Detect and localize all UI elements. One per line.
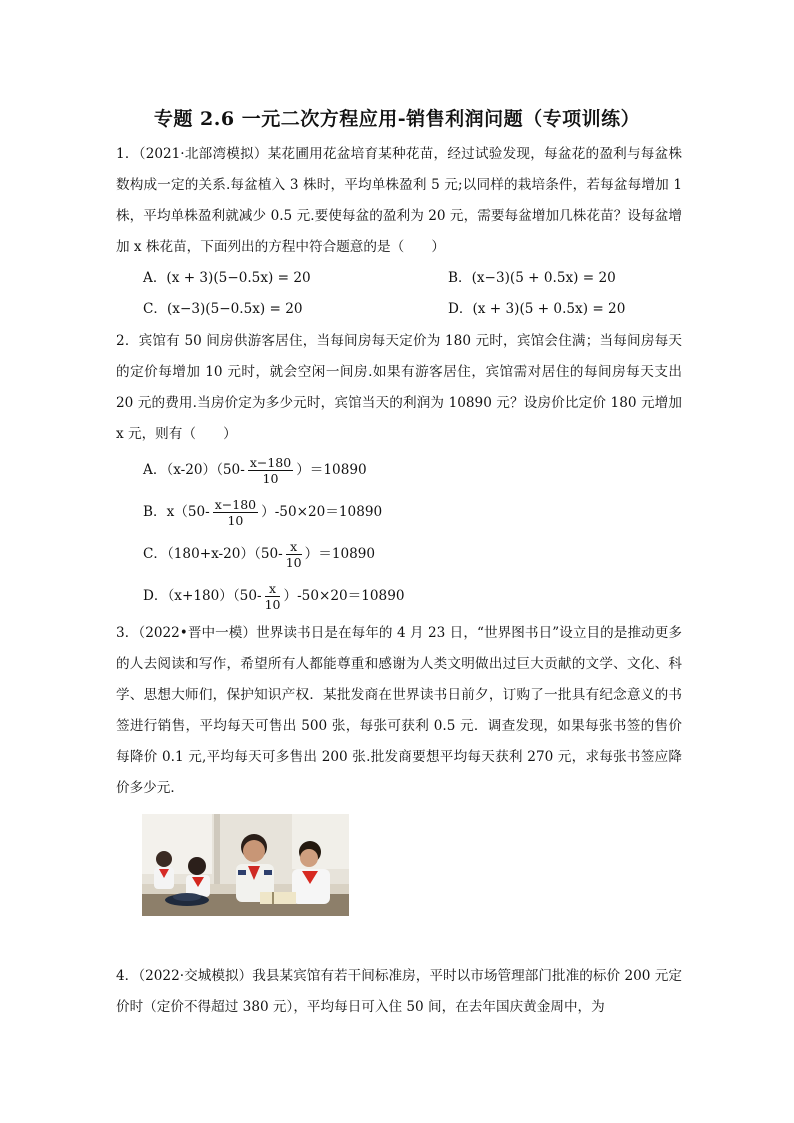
- q2-option-b-prefix: B．x（50-: [143, 504, 210, 520]
- q2-option-c-prefix: C．（180+x-20）（50-: [143, 546, 283, 562]
- q1-option-a: A．(x + 3)(5−0.5x) = 20: [143, 270, 311, 286]
- question-2-text: 2．宾馆有 50 间房供游客居住，当每间房每天定价为 180 元时，宾馆会住满；当每间房每天的定价每增加 10 元时，就会空闲一间房.如果有游客居住，宾馆需对居住的每间房每天支出 20 元的费用.当房价定为多少元时，宾馆当天的利润为 10890 元？设房价比定价 180 元增加 x 元，则有（ ）: [116, 333, 682, 442]
- q2-option-a-prefix: A．（x-20）（50-: [143, 462, 245, 478]
- q1-option-c: C．(x−3)(5−0.5x) = 20: [143, 301, 303, 317]
- fraction-numerator: x: [265, 581, 281, 597]
- fraction-numerator: x−180: [214, 497, 257, 512]
- q2-option-b: [143, 496, 382, 528]
- fraction-numerator: x−180: [249, 455, 292, 470]
- q2-option-c: [143, 538, 375, 570]
- q2-option-b-fraction: [213, 497, 258, 528]
- q2-option-c-suffix: ）＝10890: [304, 546, 376, 562]
- q2-option-b-suffix: ）-50×20＝10890: [261, 504, 383, 520]
- q1-option-d: D．(x + 3)(5 + 0.5x) = 20: [448, 301, 626, 317]
- page-title: 专题 2.6 一元二次方程应用-销售利润问题（专项训练）: [153, 108, 641, 130]
- q2-option-c-fraction: [286, 539, 302, 570]
- reading-photo: [142, 814, 349, 916]
- q2-option-d-fraction: [265, 581, 281, 612]
- q2-option-a-fraction: [248, 455, 293, 486]
- fraction-denominator: 10: [285, 555, 302, 570]
- q2-option-d: [143, 580, 405, 612]
- fraction-numerator: x: [286, 539, 302, 555]
- fraction-denominator: 10: [264, 597, 281, 612]
- question-4-text: 4．（2022·交城模拟）我县某宾馆有若干间标准房，平时以市场管理部门批准的标价 200 元定价时（定价不得超过 380 元），平均每日可入住 50 间，在去年国庆黄金周中，为: [116, 968, 682, 1015]
- q1-option-b: B．(x−3)(5 + 0.5x) = 20: [448, 270, 616, 286]
- q2-option-a: [143, 454, 367, 486]
- q2-option-d-prefix: D．（x+180）（50-: [143, 588, 262, 604]
- fraction-denominator: 10: [262, 471, 279, 486]
- fraction-denominator: 10: [227, 513, 244, 528]
- reading-photo-illustration: [142, 814, 349, 916]
- question-3-text: 3．（2022•晋中一模）世界读书日是在每年的 4 月 23 日，“世界图书日”设立目的是推动更多的人去阅读和写作，希望所有人都能尊重和感谢为人类文明做出过巨大贡献的文学、文化、科学、思想大师们，保护知识产权．某批发商在世界读书日前夕，订购了一批具有纪念意义的书签进行销售，平均每天可售出 500 张，每张可获利 0.5 元．调查发现，如果每张书签的售价每降价 0.1 元,平均每天可多售出 200 张.批发商要想平均每天获利 270 元，求每张书签应降价多少元．: [116, 625, 682, 796]
- q2-option-a-suffix: ）＝10890: [296, 462, 367, 478]
- q2-option-d-suffix: ）-50×20＝10890: [283, 588, 405, 604]
- question-1-text: 1．（2021·北部湾模拟）某花圃用花盆培育某种花苗，经过试验发现，每盆花的盈利与每盆株数构成一定的关系.每盆植入 3 株时，平均单株盈利 5 元;以同样的栽培条件，若每盆每增加 1 株，平均单株盈利就减少 0.5 元.要使每盆的盈利为 20 元，需要每盆增加几株花苗？设每盆增加 x 株花苗，下面列出的方程中符合题意的是（ ）: [116, 146, 682, 255]
